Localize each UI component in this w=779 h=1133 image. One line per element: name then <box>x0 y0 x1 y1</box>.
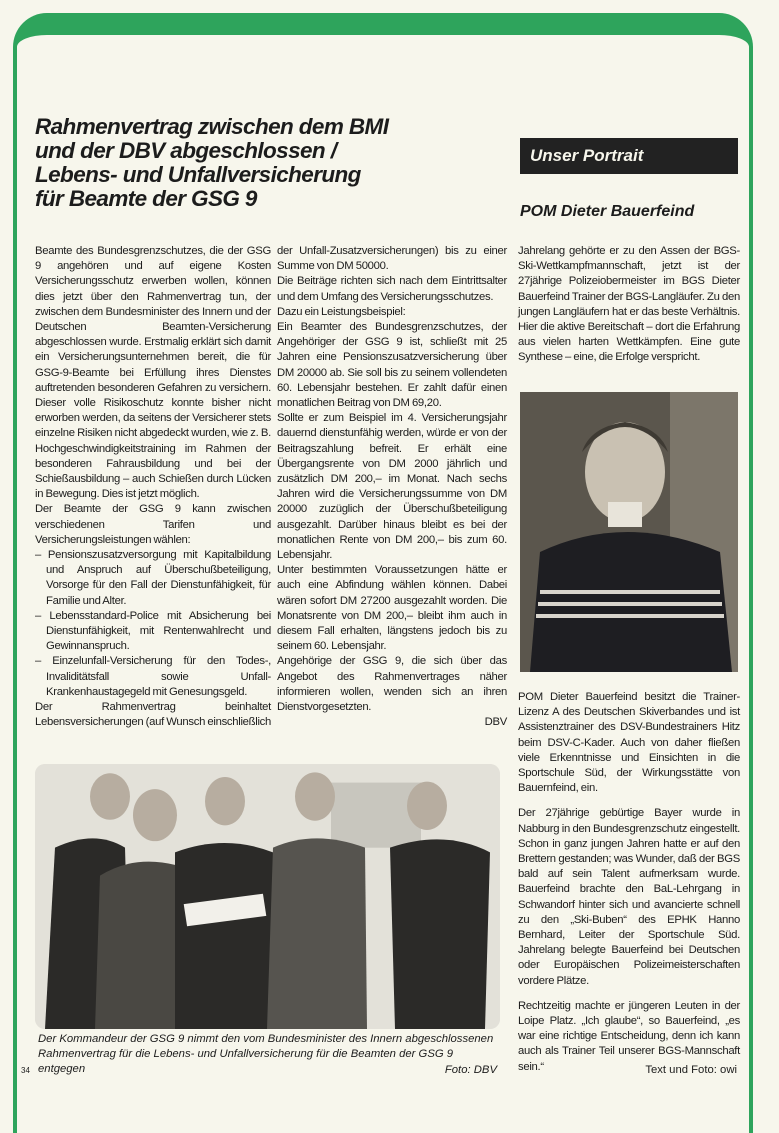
portrait-body <box>518 690 740 1075</box>
portrait-photo <box>520 392 738 672</box>
paragraph: Der 27jährige gebürtige Bayer wurde in Nabburg in den Bundesgrenzschutz eingestellt. Schon in ganz jungen Jahren hatte er auf den Brettern gestanden; was Wunder, daß der BGS bald auf sein Talent aufmerksam wurde. Bauerfeind brachte den BaL-Lehrgang in Schwandorf hinter sich und avancierte schnell zu den „Ski-Buben“ des EPHK Hanno Bernhard, Leiter der Sportschule Süd. Jahrelang belegte Bauerfeind bei Deutschen oder Europäischen Polizeimeisterschaften vordere Plätze. <box>518 807 740 987</box>
portrait-intro <box>518 244 740 366</box>
portrait-heading: POM Dieter Bauerfeind <box>520 203 695 220</box>
paragraph: Jahrelang gehörte er zu den Assen der BGS-Ski-Wettkampfmannschaft, jetzt ist der 27jährige Polizeiobermeister im BGS Dieter Bauerfeind Trainer der BGS-Langläufer. Zu den jungen Langläufern hat er das beste Verhältnis. Hier die aktive Bereitschaft – dort die Erfahrung aus vielen harten Wettkämpfen. Eine gute Synthese – eine, die Erfolge verspricht. <box>518 245 740 364</box>
article-author: DBV <box>484 716 507 729</box>
paragraph: Angehörige der GSG 9, die sich über das Angebot des Rahmenvertrages näher informieren wollen, wenden sich an ihren Dienstvorgesetzten. <box>277 655 507 714</box>
paragraph: Sollte er zum Beispiel im 4. Versicherungsjahr dauernd dienstunfähig werden, würde er von der Beitragszahlung befreit. Er erhält eine Übergangsrente von DM 2000 jährlich und zusätzlich DM 200,– im Monat. Nach sechs Jahren wird die Versicherungssumme von DM 20000 zuzüglich der Überschußbeteiligung ausgezahlt. Darüber hinaus bleibt es bei der monatlichen Rente von DM 200,– bis zum 60. Lebensjahr. <box>277 412 507 562</box>
paragraph: Unter bestimmten Voraussetzungen hätte er auch eine Abfindung wählen können. Dabei wären sofort DM 27200 ausgezahlt worden. Die Monatsrente von DM 200,– bleibt ihm auch in diesem Fall erhalten, längstens jedoch bis zu seinem 60. Lebensjahr. <box>277 564 507 653</box>
paragraph: Ein Beamter des Bundesgrenzschutzes, der Angehöriger der GSG 9 ist, schließt mit 25 Jahren eine Pensionszusatzversicherung über DM 20000 ab. Sie soll bis zu seinem vollendeten 60. Lebensjahr bestehen. Er zahlt dafür einen monatlichen Beitrag von DM 69,20. <box>277 321 507 410</box>
title-line: und der DBV abgeschlossen / <box>35 138 337 163</box>
paragraph: Dazu ein Leistungsbeispiel: <box>277 305 406 318</box>
article-column-1 <box>35 244 271 731</box>
list-item: – Lebensstandard-Police mit Absicherung bei Dienstunfähigkeit, mit Rentenwahlrecht und Gewinnanspruch. <box>35 609 271 653</box>
paragraph: Beamte des Bundesgrenzschutzes, die der GSG 9 angehören und auf eigene Kosten Versicherungsschutz erwerben wollen, können dies jetzt über den Rahmenvertrag tun, der zwischen dem Bundesminister des Innern und der Deutschen Beamten-Versicherung abgeschlossen wurde. Erstmalig erklärt sich damit ein Versicherungsunternehmen bereit, die für GSG-9-Beamte bei Erfüllung ihres Dienstes auftretenden besonderen Gefahren zu versichern. Dieser volle Risikoschutz konnte bisher nicht erworben werden, da seitens der Versicherer stets einzelne Risiken nicht abgedeckt wurden, wie z. B. Hochgeschwindigkeitstraining im Rahmen der besonderen Fahrausbildung und bei der Schießausbildung – auch Schießen durch Lücken in Bewegung. Dies ist jetzt möglich. <box>35 245 271 501</box>
portrait-credit: Text und Foto: owi <box>645 1064 737 1076</box>
caption-text: Der Kommandeur der GSG 9 nimmt den vom Bundesminister des Innern abgeschlossenen Rahmenvertrag für die Lebens- und Unfallversicherung für die Beamten der GSG 9 entgegen <box>38 1033 494 1075</box>
tariff-list <box>35 548 271 700</box>
photo-credit: Foto: DBV <box>444 1064 497 1076</box>
title-line: Rahmenvertrag zwischen dem BMI <box>35 114 389 139</box>
paragraph: Rechtzeitig machte er jüngeren Leuten in der Loipe Platz. „Ich glaube“, so Bauerfeind, „es war eine richtige Entscheidung, denn ich kann auch als Trainer Teil unserer BGS-Mannschaft sein.“ <box>518 999 740 1073</box>
article-title <box>35 115 495 211</box>
paragraph: POM Dieter Bauerfeind besitzt die Trainer-Lizenz A des Deutschen Skiverbandes und ist Assistenztrainer des DSV-Bundestrainers Hitz beim DSV-C-Kader. Auch von daher fließen viele Erkenntnisse und Einsichten in die Sportschule Süd, der Wirkungsstätte von Bauernfeind, ein. <box>518 691 740 795</box>
list-item: – Einzelunfall-Versicherung für den Todes-, Invaliditätsfall sowie Unfall-Krankenhaustagegeld mit Genesungsgeld. <box>35 655 271 698</box>
page-number: 34 <box>21 1066 30 1075</box>
article-column-2 <box>277 244 507 731</box>
paragraph: Der Beamte der GSG 9 kann zwischen verschiedenen Tarifen und Versicherungsleistungen wählen: <box>35 503 271 546</box>
section-tag: Unser Portrait <box>520 138 738 174</box>
paragraph: Der Rahmenvertrag beinhaltet Lebensversicherungen (auf Wunsch einschließlich <box>35 701 271 729</box>
title-line: Lebens- und Unfallversicherung <box>35 162 361 187</box>
photo-caption <box>38 1032 498 1077</box>
group-photo <box>35 764 500 1029</box>
list-item: – Pensionszusatzversorgung mit Kapitalbildung und Anspruch auf Überschußbeteiligung, Vorsorge für den Fall der Dienstunfähigkeit, für Familie und Alter. <box>35 549 271 607</box>
title-line: für Beamte der GSG 9 <box>35 186 257 211</box>
paragraph: Die Beiträge richten sich nach dem Eintrittsalter und dem Umfang des Versicherungsschutzes. <box>277 275 507 303</box>
paragraph: der Unfall-Zusatzversicherungen) bis zu einer Summe von DM 50000. <box>277 245 507 273</box>
